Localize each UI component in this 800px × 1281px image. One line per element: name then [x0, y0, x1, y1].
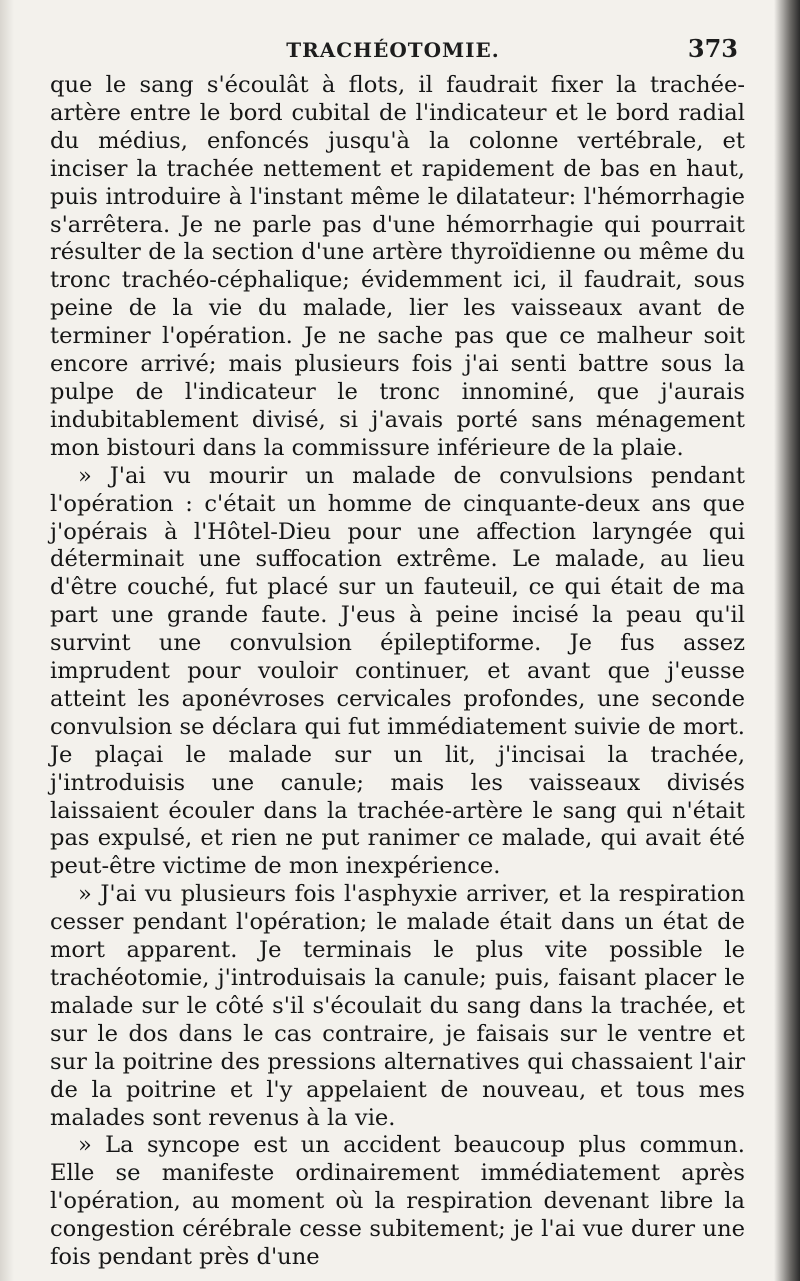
page-number: 373	[687, 34, 738, 63]
paragraph-4: » La syncope est un accident beaucoup plus commun. Elle se manifeste ordinairement immédiatement après l'opération, au moment où la respiration devenant libre la congestion cérébrale cesse subitement; je l'ai vue durer une fois pendant près d'une	[50, 1132, 745, 1271]
paragraph-1: que le sang s'écoulât à flots, il faudrait fixer la trachée-artère entre le bord cubital de l'indicateur et le bord radial du médius, enfoncés jusqu'à la colonne vertébrale, et inciser la trachée nettement et rapidement de bas en haut, puis introduire à l'instant même le dilatateur: l'hémorrhagie s'arrêtera. Je ne parle pas d'une hémorrhagie qui pourrait résulter de la section d'une artère thyroïdienne ou même du tronc trachéo-céphalique; évidemment ici, il faudrait, sous peine de la vie du malade, lier les vaisseaux avant de terminer l'opération. Je ne sache pas que ce malheur soit encore arrivé; mais plusieurs fois j'ai senti battre sous la pulpe de l'indicateur le tronc innominé, que j'aurais indubitablement divisé, si j'avais porté sans ménagement mon bistouri dans la commissure inférieure de la plaie.	[50, 72, 745, 461]
paragraph-2: » J'ai vu mourir un malade de convulsions pendant l'opération : c'était un homme de cinquante-deux ans que j'opérais à l'Hôtel-Dieu pour une affection laryngée qui déterminait une suffocation extrême. Le malade, au lieu d'être couché, fut placé sur un fauteuil, ce qui était de ma part une grande faute. J'eus à peine incisé la peau qu'il survint une convulsion épileptiforme. Je fus assez imprudent pour vouloir continuer, et avant que j'eusse atteint les aponévroses cervicales profondes, une seconde convulsion se déclara qui fut immédiatement suivie de mort. Je plaçai le malade sur un lit, j'incisai la trachée, j'introduisis une canule; mais les vaisseaux divisés laissaient écouler dans la trachée-artère le sang qui n'était pas expulsé, et rien ne put ranimer ce malade, qui avait été peut-être victime de mon inexpérience.	[50, 462, 745, 880]
body-text	[50, 72, 745, 1272]
page-header	[48, 34, 738, 68]
running-title: TRACHÉOTOMIE.	[286, 38, 500, 62]
paragraph-3: » J'ai vu plusieurs fois l'asphyxie arriver, et la respiration cesser pendant l'opération; le malade était dans un état de mort apparent. Je terminais le plus vite possible le trachéotomie, j'introduisais la canule; puis, faisant placer le malade sur le côté s'il s'écoulait du sang dans la trachée, et sur le dos dans le cas contraire, je faisais sur le ventre et sur la poitrine des pressions alternatives qui chassaient l'air de la poitrine et l'y appelaient de nouveau, et tous mes malades sont revenus à la vie.	[50, 881, 745, 1131]
